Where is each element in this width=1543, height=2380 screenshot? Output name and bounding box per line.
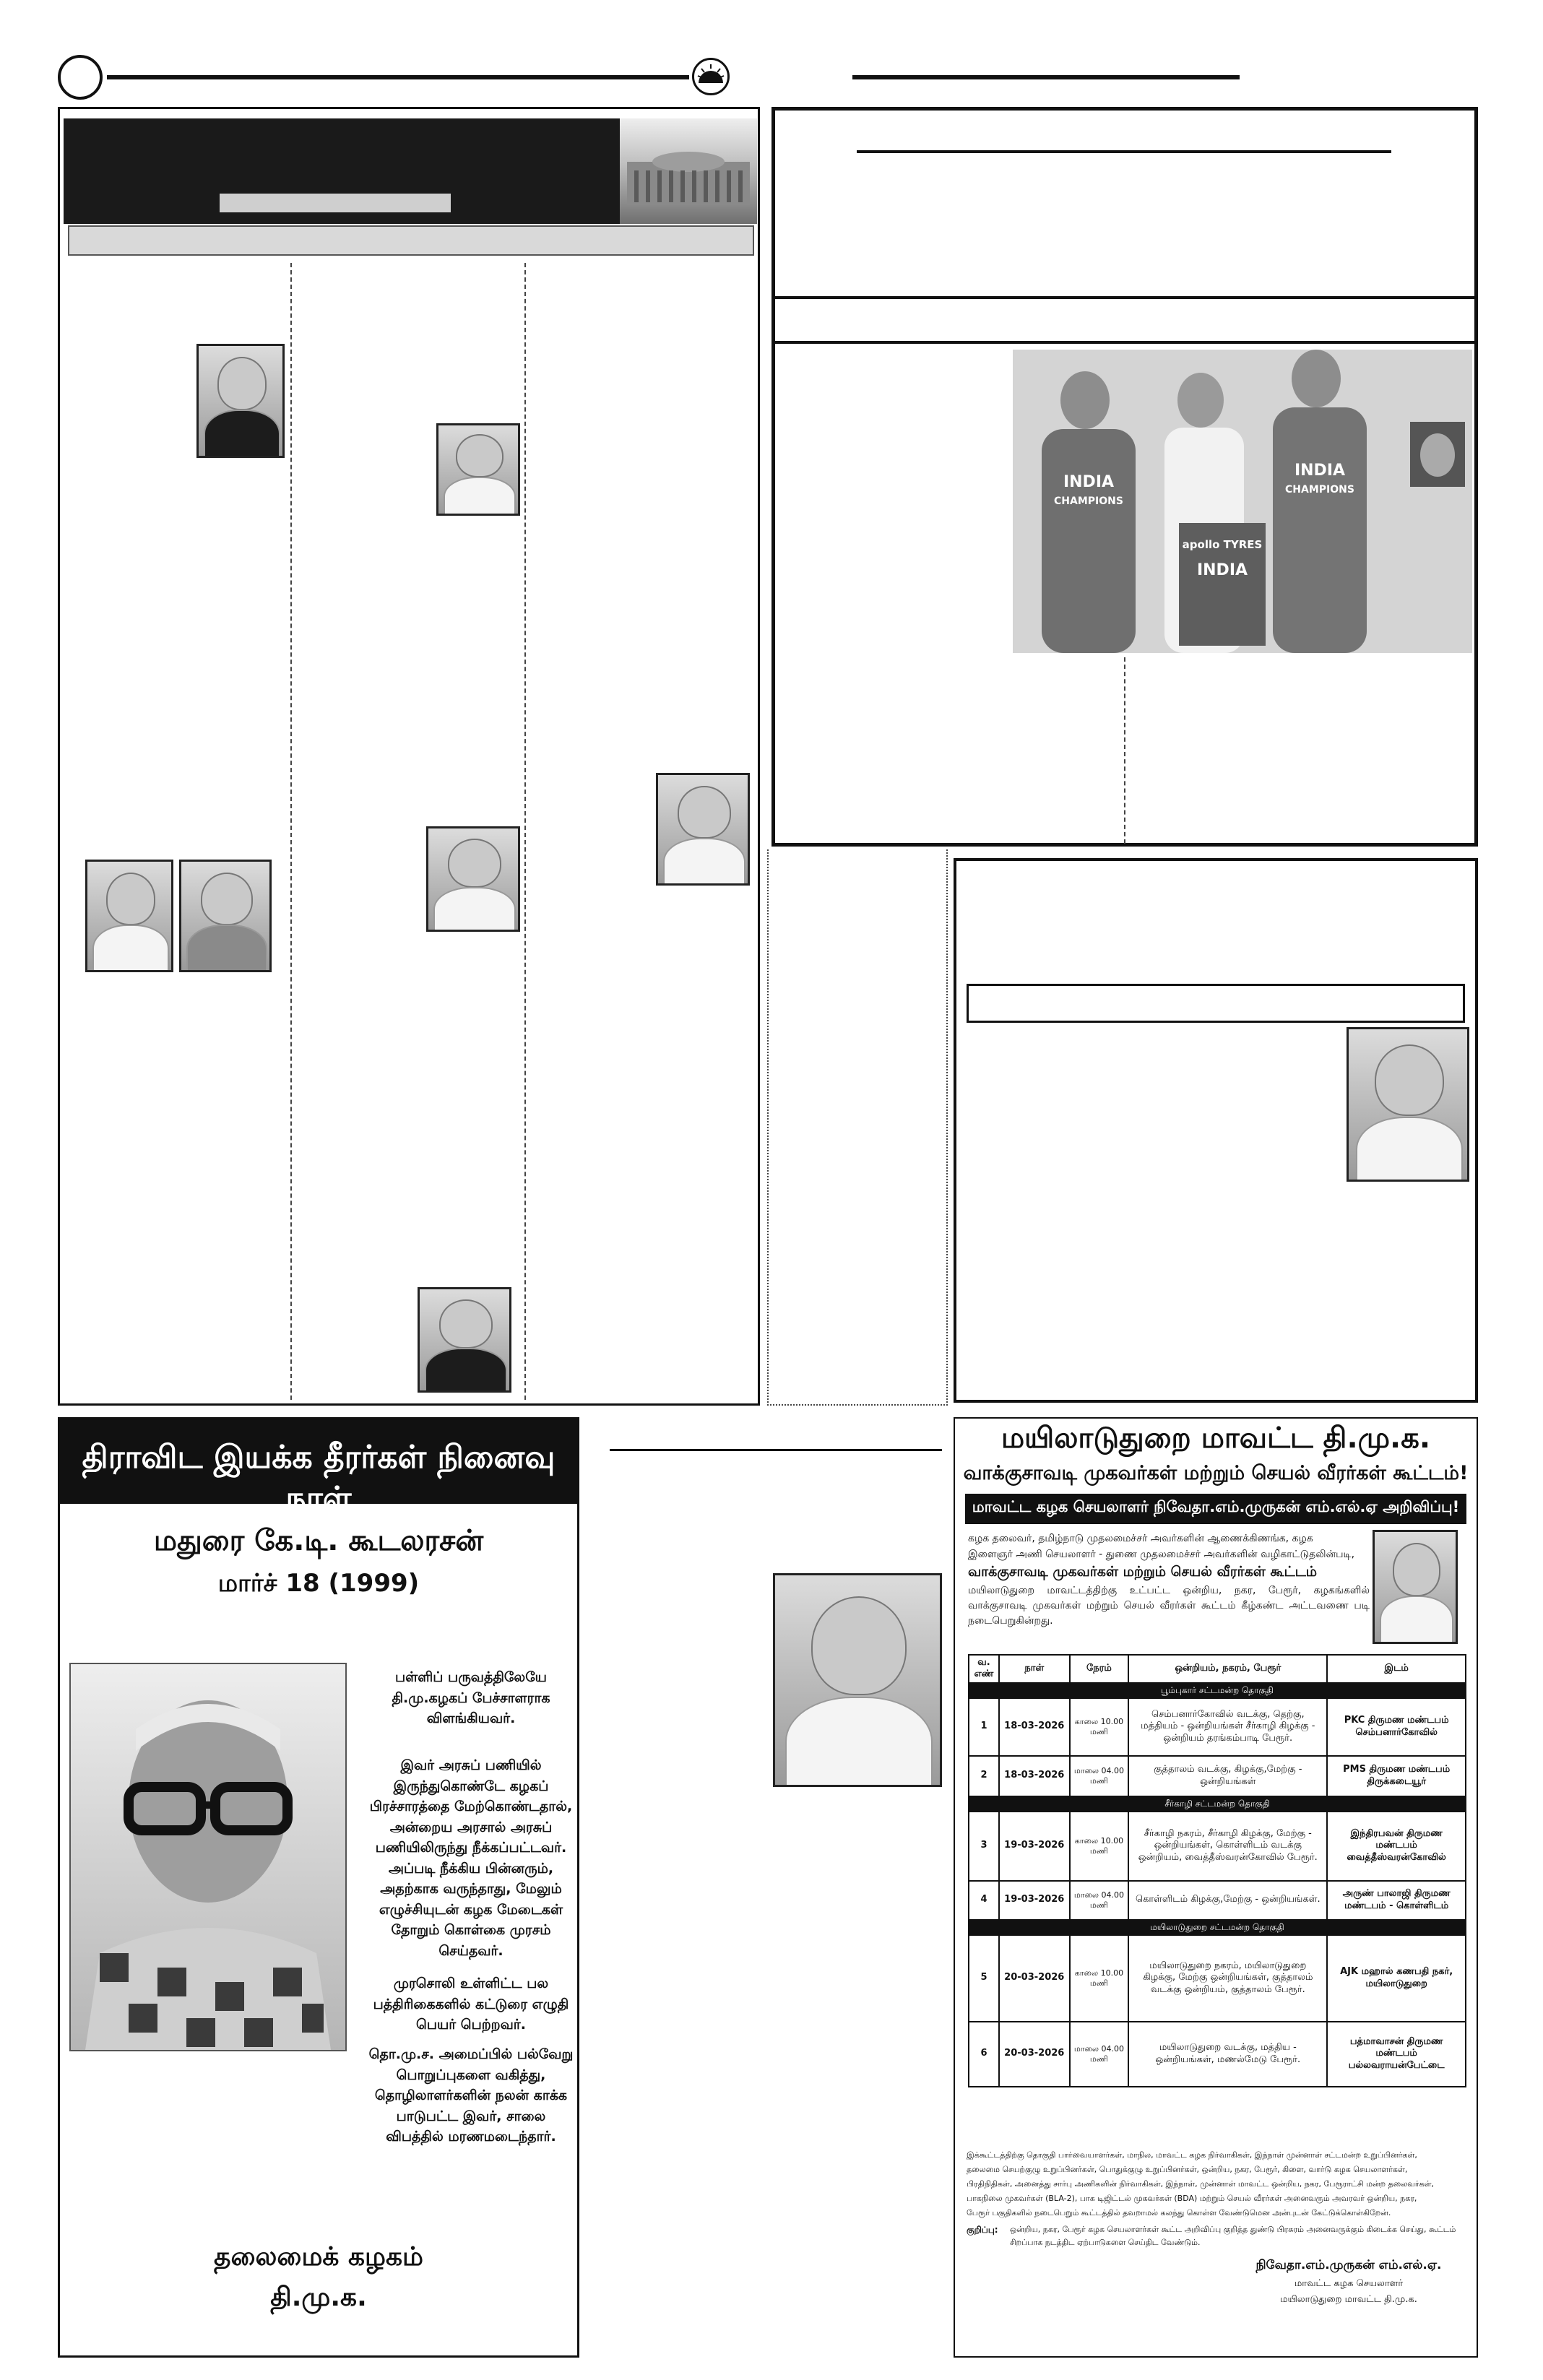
cricket-divider-1 <box>774 296 1475 299</box>
ad-intro-1: கழக தலைவர், தமிழ்நாடு முதலமைச்சர் அவர்களின் ஆணைக்கிணங்க, கழக <box>968 1533 1313 1544</box>
column-rule-2 <box>524 263 526 1400</box>
section-row <box>969 1796 1466 1812</box>
cricket-divider-2 <box>774 341 1475 344</box>
ad-title: மயிலாடுதுறை மாவட்ட தி.மு.க. <box>1000 1421 1431 1455</box>
cell-time: காலை 10.00 மணி <box>1070 1698 1129 1756</box>
portrait-suited-man <box>196 344 285 458</box>
section-label: சீர்காழி சட்டமன்ற தொகுதி <box>969 1796 1466 1812</box>
ad-notes-2: தலைமை செயற்குழு உறுப்பினர்கள், பொதுக்குழு உறுப்பினர்கள், ஒன்றிய, நகர, பேரூர், கிளை, வார்டு கழக செயலாளர்கள், <box>967 2165 1408 2174</box>
cell-area: கொள்ளிடம் கிழக்கு,மேற்கு - ஒன்றியங்கள். <box>1128 1881 1327 1920</box>
tribute-portrait <box>69 1663 347 2051</box>
tribute-name: மதுரை கே.டி. கூடலரசன் <box>153 1524 484 1557</box>
tribute-header: திராவிட இயக்க தீரர்கள் நினைவு நாள் <box>82 1439 556 1517</box>
ad-signature-role: மாவட்ட கழக செயலாளர் <box>1294 2278 1404 2289</box>
schedule-header-row <box>969 1655 1466 1683</box>
ad-intro-rest: மயிலாடுதுறை மாவட்டத்திற்கு உட்பட்ட ஒன்றிய, நகர, பேரூர், கழகங்களில் வாக்குசாவடி முகவர்கள் மற்றும் செயல் வீரர்கள் கூட்டம் கீழ்கண்ட அட்டவணை படி நடைபெறுகின்றது. <box>968 1585 1370 1627</box>
section-label: பூம்புகார் சட்டமன்ற தொகுதி <box>969 1683 1466 1698</box>
section-row <box>969 1683 1466 1698</box>
portrait-man-glasses <box>773 1573 942 1787</box>
page-number-circle <box>58 55 103 100</box>
portrait-woman-2 <box>418 1287 511 1393</box>
tribute-paragraph-4: தொ.மு.ச. அமைப்பில் பல்வேறு பொறுப்புகளை வகித்து, தொழிலாளர்களின் நலன் காக்க பாடுபட்ட இவர், சாலை விபத்தில் மரணமடைந்தார். <box>368 2046 574 2145</box>
col-header-area: ஒன்றியம், நகரம், பேரூர் <box>1128 1655 1327 1683</box>
portrait-smiling-man <box>1347 1027 1469 1182</box>
portrait-woman-1 <box>179 860 272 972</box>
rising-sun-logo-icon <box>692 58 730 95</box>
parliament-article-frame <box>58 107 760 1406</box>
parliament-building-image <box>620 118 757 224</box>
tribute-footer-1: தலைமைக் கழகம் <box>214 2242 423 2272</box>
cell-venue: பத்மாவாசன் திருமண மண்டபம் பல்லவராயன்பேட்டை <box>1327 2022 1466 2087</box>
cell-date: 18-03-2026 <box>999 1698 1070 1756</box>
ad-signature-org: மயிலாடுதுறை மாவட்ட தி.மு.க. <box>1280 2294 1417 2305</box>
cell-area: செம்பனார்கோவில் வடக்கு, தெற்கு, மத்தியம் - ஒன்றியங்கள் சீர்காழி கிழக்கு - ஒன்றியம் தரங்கம்பாடி பேரூர். <box>1128 1698 1327 1756</box>
portrait-man-3 <box>656 773 750 886</box>
ad-note-body: ஒன்றிய, நகர, பேரூர் கழக செயலாளர்கள் கூட்ட அறிவிப்பு குறித்த துண்டு பிரசுரம் அனைவருக்கும் கிடைக்க செய்து, கூட்டம் சிறப்பாக நடத்திட ஏற்பாடுகளை செய்திட வேண்டும். <box>1010 2225 1456 2247</box>
cricket-column-rule <box>1124 657 1125 844</box>
cell-time: காலை 10.00 மணி <box>1070 1812 1129 1881</box>
cell-time: மாலை 04.00 மணி <box>1070 1756 1129 1796</box>
tribute-paragraph-2: இவர் அரசுப் பணியில் இருந்துகொண்டே கழகப் பிரச்சாரத்தை மேற்கொண்டதால், அன்றைய அரசால் அரசுப் பணியிலிருந்து நீக்கப்பட்டவர். அப்படி நீக்கிய பின்னரும், அதற்காக வருந்தாது, மேலும் எழுச்சியுடன் கழக மேடைகள் தோறும் கொள்கை முரசம் செய்தவர். <box>369 1757 573 1959</box>
portrait-man-5 <box>85 860 173 972</box>
ad-notes-1: இக்கூட்டத்திற்கு தொகுதி பார்வையாளர்கள், மாநில, மாவட்ட கழக நிர்வாகிகள், இந்நாள் முன்னாள் சட்டமன்ற உறுப்பினர்கள், <box>967 2150 1417 2160</box>
jersey-left-team: INDIA <box>1063 473 1115 491</box>
table-row <box>969 1812 1466 1881</box>
ad-portrait-secretary <box>1373 1530 1458 1644</box>
cell-no: 1 <box>969 1698 999 1756</box>
ad-banner-text: மாவட்ட கழக செயலாளர் நிவேதா.எம்.முருகன் எம்.எல்.ஏ அறிவிப்பு! <box>972 1498 1460 1515</box>
cell-date: 18-03-2026 <box>999 1756 1070 1796</box>
col-header-no: வ. எண் <box>969 1655 999 1683</box>
section-label: மயிலாடுதுறை சட்டமன்ற தொகுதி <box>969 1920 1466 1935</box>
ad-note-label: குறிப்பு: <box>967 2225 998 2235</box>
cell-date: 20-03-2026 <box>999 2022 1070 2087</box>
col-header-date: நாள் <box>999 1655 1070 1683</box>
cell-date: 20-03-2026 <box>999 1935 1070 2022</box>
cell-time: காலை 10.00 மணி <box>1070 1935 1129 2022</box>
parliament-banner-strip <box>220 194 451 212</box>
section-row <box>969 1920 1466 1935</box>
table-row <box>969 1756 1466 1796</box>
table-row <box>969 1698 1466 1756</box>
cell-date: 19-03-2026 <box>999 1812 1070 1881</box>
cricket-players-photo <box>1013 350 1472 653</box>
cell-venue: PKC திருமண மண்டபம் செம்பனார்கோவில் <box>1327 1698 1466 1756</box>
col-header-venue: இடம் <box>1327 1655 1466 1683</box>
cell-no: 2 <box>969 1756 999 1796</box>
cell-area: மயிலாடுதுறை வடக்கு, மத்திய - ஒன்றியங்கள், மணல்மேடு பேரூர். <box>1128 2022 1327 2087</box>
col-header-time: நேரம் <box>1070 1655 1129 1683</box>
ad-intro-2: இளைஞர் அணி செயலாளர் - துணை முதலமைச்சர் அவர்களின் வழிகாட்டுதலின்படி, <box>968 1549 1355 1560</box>
bottom-middle-rule <box>610 1449 942 1451</box>
cell-time: மாலை 04.00 மணி <box>1070 2022 1129 2087</box>
header-rule-left <box>107 75 689 79</box>
cell-area: சீர்காழி நகரம், சீர்காழி கிழக்கு, மேற்கு - ஒன்றியங்கள், கொள்ளிடம் வடக்கு ஒன்றியம், வைத்தீஸ்வரன்கோவில் பேரூர். <box>1128 1812 1327 1881</box>
tribute-footer-2: தி.மு.க. <box>270 2282 367 2312</box>
table-row <box>969 2022 1466 2087</box>
cell-date: 19-03-2026 <box>999 1881 1070 1920</box>
ad-signature-name: நிவேதா.எம்.முருகன் எம்.எல்.ஏ. <box>1255 2258 1442 2272</box>
cell-venue: அருண் பாலாஜி திருமண மண்டபம் - கொள்ளிடம் <box>1327 1881 1466 1920</box>
cell-area: மயிலாடுதுறை நகரம், மயிலாடுதுறை கிழக்கு, மேற்கு ஒன்றியங்கள், குத்தாலம் வடக்கு ஒன்றியம், குத்தாலம் பேரூர். <box>1128 1935 1327 2022</box>
jersey-left-sub: CHAMPIONS <box>1054 496 1123 507</box>
center-dotted-box <box>767 849 948 1406</box>
ad-intro-bold: வாக்குசாவடி முகவர்கள் மற்றும் செயல் வீரர்கள் கூட்டம் <box>968 1564 1318 1580</box>
cell-no: 3 <box>969 1812 999 1881</box>
cell-area: குத்தாலம் வடக்கு, கிழக்கு,மேற்கு - ஒன்றியங்கள் <box>1128 1756 1327 1796</box>
jersey-right-sub: CHAMPIONS <box>1285 484 1354 496</box>
cell-no: 6 <box>969 2022 999 2087</box>
table-row <box>969 1935 1466 2022</box>
header-rule-right <box>852 75 1240 79</box>
jersey-sponsor: apollo TYRES <box>1182 538 1263 551</box>
cricket-headline-rule <box>857 150 1391 153</box>
cell-time: மாலை 04.00 மணி <box>1070 1881 1129 1920</box>
ad-notes-3: பிரதிநிதிகள், அனைத்து சார்பு அணிகளின் நிர்வாகிகள், இந்நாள், முன்னாள் மாவட்ட ஒன்றிய, நகர, பேரூராட்சி மன்ற தலைவர்கள், <box>967 2179 1435 2189</box>
portrait-man-2 <box>436 423 520 516</box>
cell-no: 5 <box>969 1935 999 2022</box>
jersey-right-team: INDIA <box>1294 462 1346 480</box>
jersey-center-team: INDIA <box>1196 561 1248 579</box>
ad-notes-4: பாகநிலை முகவர்கள் (BLA-2), பாக டிஜிட்டல் முகவர்கள் (BDA) மற்றும் செயல் வீரர்கள் அனைவரும் அவரவர் ஒன்றிய, நகர, <box>967 2194 1417 2203</box>
portrait-man-4 <box>426 826 520 932</box>
right-middle-subhead-box <box>967 984 1465 1023</box>
table-row <box>969 1881 1466 1920</box>
cell-venue: AJK மஹால் கணபதி நகர், மயிலாடுதுறை <box>1327 1935 1466 2022</box>
cell-no: 4 <box>969 1881 999 1920</box>
parliament-subhead-bar <box>68 225 754 256</box>
column-rule-1 <box>290 263 292 1400</box>
tribute-paragraph-3: முரசொலி உள்ளிட்ட பல பத்திரிகைகளில் கட்டுரை எழுதி பெயர் பெற்றவர். <box>373 1976 569 2033</box>
tribute-paragraph-1: பள்ளிப் பருவத்திலேயே தி.மு.கழகப் பேச்சாளராக விளங்கியவர். <box>392 1669 550 1726</box>
schedule-table <box>968 1654 1466 2087</box>
ad-subtitle: வாக்குசாவடி முகவர்கள் மற்றும் செயல் வீரர்கள் கூட்டம்! <box>963 1462 1469 1484</box>
ad-notes-5: பேரூர் பகுதிகளில் நடைபெறும் கூட்டத்தில் தவறாமல் கலந்து கொள்ள வேண்டுமென அன்புடன் கேட்டுக்கொள்கிறேன். <box>967 2208 1391 2217</box>
tribute-date: மார்ச் 18 (1999) <box>217 1569 420 1598</box>
cell-venue: PMS திருமண மண்டபம் திருக்கடையூர் <box>1327 1756 1466 1796</box>
cell-venue: இந்திரபவன் திருமண மண்டபம் வைத்தீஸ்வரன்கோவில் <box>1327 1812 1466 1881</box>
